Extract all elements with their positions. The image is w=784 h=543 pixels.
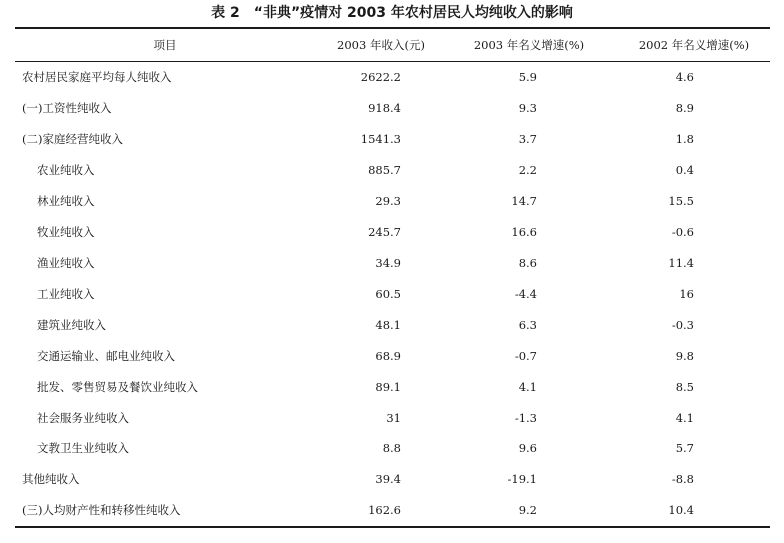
growth-2002-cell: 4.1 xyxy=(675,411,694,425)
table-row xyxy=(0,253,784,273)
table-row xyxy=(0,315,784,335)
table-row xyxy=(0,408,784,428)
table-row xyxy=(0,222,784,242)
income-2003-cell: 245.7 xyxy=(368,225,401,239)
growth-2003-cell: 5.9 xyxy=(518,70,537,84)
header-item: 项目 xyxy=(153,38,177,52)
growth-2003-cell: 3.7 xyxy=(518,132,537,146)
income-2003-cell: 39.4 xyxy=(375,472,401,486)
income-2003-cell: 918.4 xyxy=(368,101,401,115)
row-label: 建筑业纯收入 xyxy=(37,318,106,332)
table-row xyxy=(0,500,784,520)
row-label: (一)工资性纯收入 xyxy=(22,101,112,115)
income-2003-cell: 60.5 xyxy=(375,287,401,301)
income-2003-cell: 885.7 xyxy=(368,163,401,177)
table-row xyxy=(0,438,784,458)
growth-2003-cell: -1.3 xyxy=(514,411,537,425)
growth-2002-cell: 1.8 xyxy=(675,132,694,146)
income-2003-cell: 34.9 xyxy=(375,256,401,270)
table-bottom-rule xyxy=(15,526,770,528)
table-top-rule xyxy=(15,27,770,29)
row-label: 牧业纯收入 xyxy=(37,225,95,239)
header-growth-2002: 2002 年名义增速(%) xyxy=(638,38,750,52)
row-label: 社会服务业纯收入 xyxy=(37,411,129,425)
growth-2002-cell: -0.3 xyxy=(671,318,694,332)
table-row xyxy=(0,469,784,489)
growth-2003-cell: 8.6 xyxy=(518,256,537,270)
income-2003-cell: 162.6 xyxy=(368,503,401,517)
growth-2003-cell: -4.4 xyxy=(514,287,537,301)
table-row xyxy=(0,346,784,366)
growth-2002-cell: 16 xyxy=(679,287,694,301)
income-2003-cell: 89.1 xyxy=(375,380,401,394)
header-income-2003: 2003 年收入(元) xyxy=(337,38,425,52)
growth-2003-cell: 2.2 xyxy=(518,163,537,177)
growth-2002-cell: -0.6 xyxy=(671,225,694,239)
header-rule xyxy=(15,61,770,62)
row-label: 林业纯收入 xyxy=(37,194,95,208)
table-row xyxy=(0,129,784,149)
growth-2003-cell: 6.3 xyxy=(518,318,537,332)
table-row xyxy=(0,377,784,397)
growth-2003-cell: -19.1 xyxy=(507,472,537,486)
growth-2002-cell: 5.7 xyxy=(675,441,694,455)
income-2003-cell: 29.3 xyxy=(375,194,401,208)
growth-2003-cell: 9.3 xyxy=(518,101,537,115)
table-row xyxy=(0,191,784,211)
header-growth-2003: 2003 年名义增速(%) xyxy=(473,38,585,52)
growth-2002-cell: 10.4 xyxy=(668,503,694,517)
growth-2002-cell: 4.6 xyxy=(675,70,694,84)
income-2003-cell: 8.8 xyxy=(382,441,401,455)
table-row xyxy=(0,160,784,180)
income-2003-cell: 68.9 xyxy=(375,349,401,363)
table-title: 表 2 “非典”疫情对 2003 年农村居民人均纯收入的影响 xyxy=(211,5,573,21)
table-row xyxy=(0,98,784,118)
growth-2002-cell: 15.5 xyxy=(668,194,694,208)
row-label: 农业纯收入 xyxy=(37,163,95,177)
growth-2002-cell: 8.5 xyxy=(675,380,694,394)
row-label: 其他纯收入 xyxy=(22,472,80,486)
growth-2002-cell: -8.8 xyxy=(671,472,694,486)
growth-2003-cell: 9.6 xyxy=(518,441,537,455)
table-row xyxy=(0,284,784,304)
income-2003-cell: 31 xyxy=(386,411,401,425)
income-2003-cell: 2622.2 xyxy=(360,70,401,84)
row-label: 工业纯收入 xyxy=(37,287,95,301)
income-2003-cell: 48.1 xyxy=(375,318,401,332)
growth-2003-cell: 14.7 xyxy=(511,194,537,208)
table-row xyxy=(0,67,784,87)
row-label: 文教卫生业纯收入 xyxy=(37,441,129,455)
row-label: 农村居民家庭平均每人纯收入 xyxy=(22,70,172,84)
row-label: (三)人均财产性和转移性纯收入 xyxy=(22,503,181,517)
growth-2003-cell: 16.6 xyxy=(511,225,537,239)
row-label: 渔业纯收入 xyxy=(37,256,95,270)
row-label: 交通运输业、邮电业纯收入 xyxy=(37,349,175,363)
growth-2002-cell: 0.4 xyxy=(675,163,694,177)
growth-2003-cell: 4.1 xyxy=(518,380,537,394)
row-label: 批发、零售贸易及餐饮业纯收入 xyxy=(37,380,198,394)
growth-2002-cell: 8.9 xyxy=(675,101,694,115)
growth-2003-cell: -0.7 xyxy=(514,349,537,363)
growth-2002-cell: 9.8 xyxy=(675,349,694,363)
row-label: (二)家庭经营纯收入 xyxy=(22,132,123,146)
growth-2002-cell: 11.4 xyxy=(668,256,694,270)
growth-2003-cell: 9.2 xyxy=(518,503,537,517)
income-2003-cell: 1541.3 xyxy=(360,132,401,146)
